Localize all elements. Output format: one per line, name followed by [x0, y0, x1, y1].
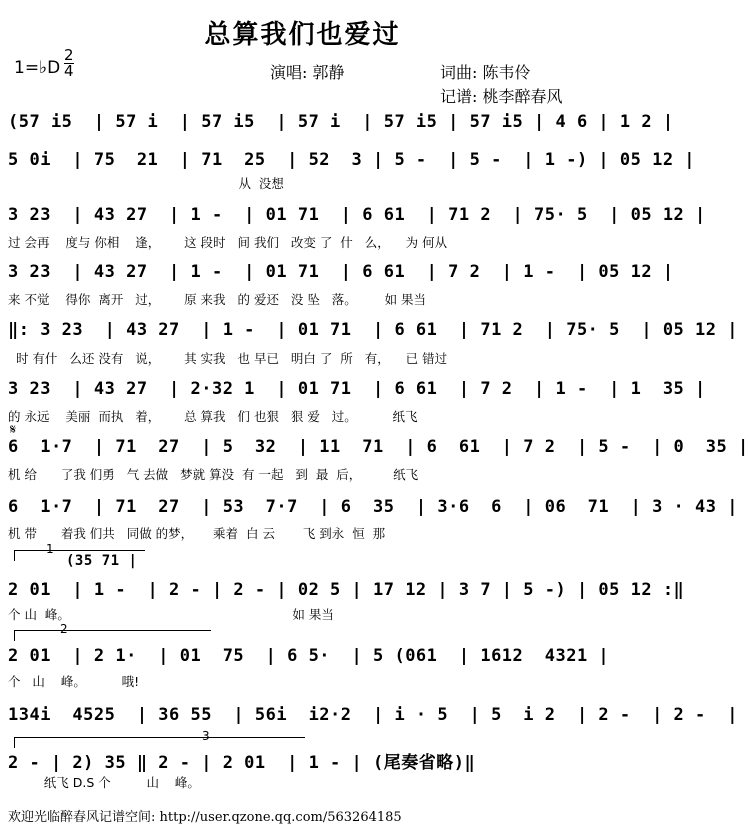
notation-row: (57 i5 | 57 i | 57 i5 | 57 i | 57 i5 | 57 i5 | 4 6 | 1 2 | [8, 112, 674, 132]
third-bracket [14, 737, 305, 748]
lyricist-composer-credit: 词曲: 陈韦伶 [440, 63, 531, 82]
notation-row: 6 1·7 | 71 27 | 5 32 | 11 71 | 6 61 | 7 2 | 5 - | 0 35 | [8, 437, 749, 457]
time-signature-bottom: 4 [64, 62, 74, 80]
lyric-row: 个 山 峰。 哦! [8, 674, 140, 689]
lyric-row: 来 不觉 得你 离开 过， 原 来我 的 爱还 没 坠 落。 如 果当 [8, 292, 427, 307]
notation-row: 2 01 | 1 - | 2 - | 2 - | 02 5 | 17 12 | 3 7 | 5 -) | 05 12 :‖ [8, 580, 685, 600]
second-ending-label: 2 [60, 622, 68, 636]
lyric-row: 从 没想 [8, 176, 284, 191]
transcriber-credit: 记谱: 桃李醉春风 [440, 87, 563, 106]
song-title: 总算我们也爱过 [204, 20, 401, 50]
lyric-row: 个 山 峰。 如 果当 [8, 607, 334, 622]
notation-row: (35 71 | [66, 553, 138, 569]
lyric-row: 机 带 着我 们共 同做 的梦， 乘着 白 云 飞 到永 恒 那 [8, 526, 386, 541]
singer-credit: 演唱: 郭静 [270, 63, 345, 82]
notation-row: 6 1·7 | 71 27 | 53 7·7 | 6 35 | 3·6 6 | 06 71 | 3 · 43 | [8, 497, 738, 517]
footer-text: 欢迎光临醉春风记谱空间: http://user.qzone.qq.com/563264185 [8, 810, 402, 825]
lyric-row: 过 会再 度与 你相 逢， 这 段时 间 我们 改变 了 什 么， 为 何从 [8, 235, 448, 250]
notation-row: ‖: 3 23 | 43 27 | 1 - | 01 71 | 6 61 | 71 2 | 75· 5 | 05 12 | [8, 320, 738, 340]
notation-row: 2 01 | 2 1· | 01 75 | 6 5· | 5 (061 | 1612 4321 | [8, 646, 610, 666]
lyric-row: 时 有什 么还 没有 说， 其 实我 也 早已 明白 了 所 有， 已 错过 [8, 351, 448, 366]
lyric-row: 纸飞 D.S 个 山 峰。 [8, 775, 200, 790]
key-signature: 1=♭D [14, 58, 61, 78]
lyric-row: 机 给 了我 们勇 气 去做 梦就 算没 有 一起 到 最 后， 纸飞 [8, 467, 419, 482]
notation-row: 3 23 | 43 27 | 2·32 1 | 01 71 | 6 61 | 7 2 | 1 - | 1 35 | [8, 379, 706, 399]
notation-row: 3 23 | 43 27 | 1 - | 01 71 | 6 61 | 7 2 | 1 - | 05 12 | [8, 262, 674, 282]
second-ending-bracket [14, 630, 211, 641]
notation-row: 3 23 | 43 27 | 1 - | 01 71 | 6 61 | 71 2 | 75· 5 | 05 12 | [8, 205, 706, 225]
segno-sign: 𝄋 [10, 422, 17, 438]
notation-row: 2 - | 2) 35 ‖ 2 - | 2 01 | 1 - | (尾奏省略)‖ [8, 753, 476, 773]
notation-row: 5 0i | 75 21 | 71 25 | 52 3 | 5 - | 5 - | 1 -) | 05 12 | [8, 150, 696, 170]
third-bracket-label: 3 [202, 729, 210, 743]
first-ending-label: 1 [46, 542, 54, 556]
notation-row: 134i 4525 | 36 55 | 56i i2·2 | i · 5 | 5 i 2 | 2 - | 2 - | [8, 705, 738, 725]
time-signature-top: 2 [64, 46, 74, 64]
time-signature [64, 48, 74, 79]
lyric-row: 的 永远 美丽 而执 着， 总 算我 们 也狠 狠 爱 过。 纸飞 [8, 409, 418, 424]
